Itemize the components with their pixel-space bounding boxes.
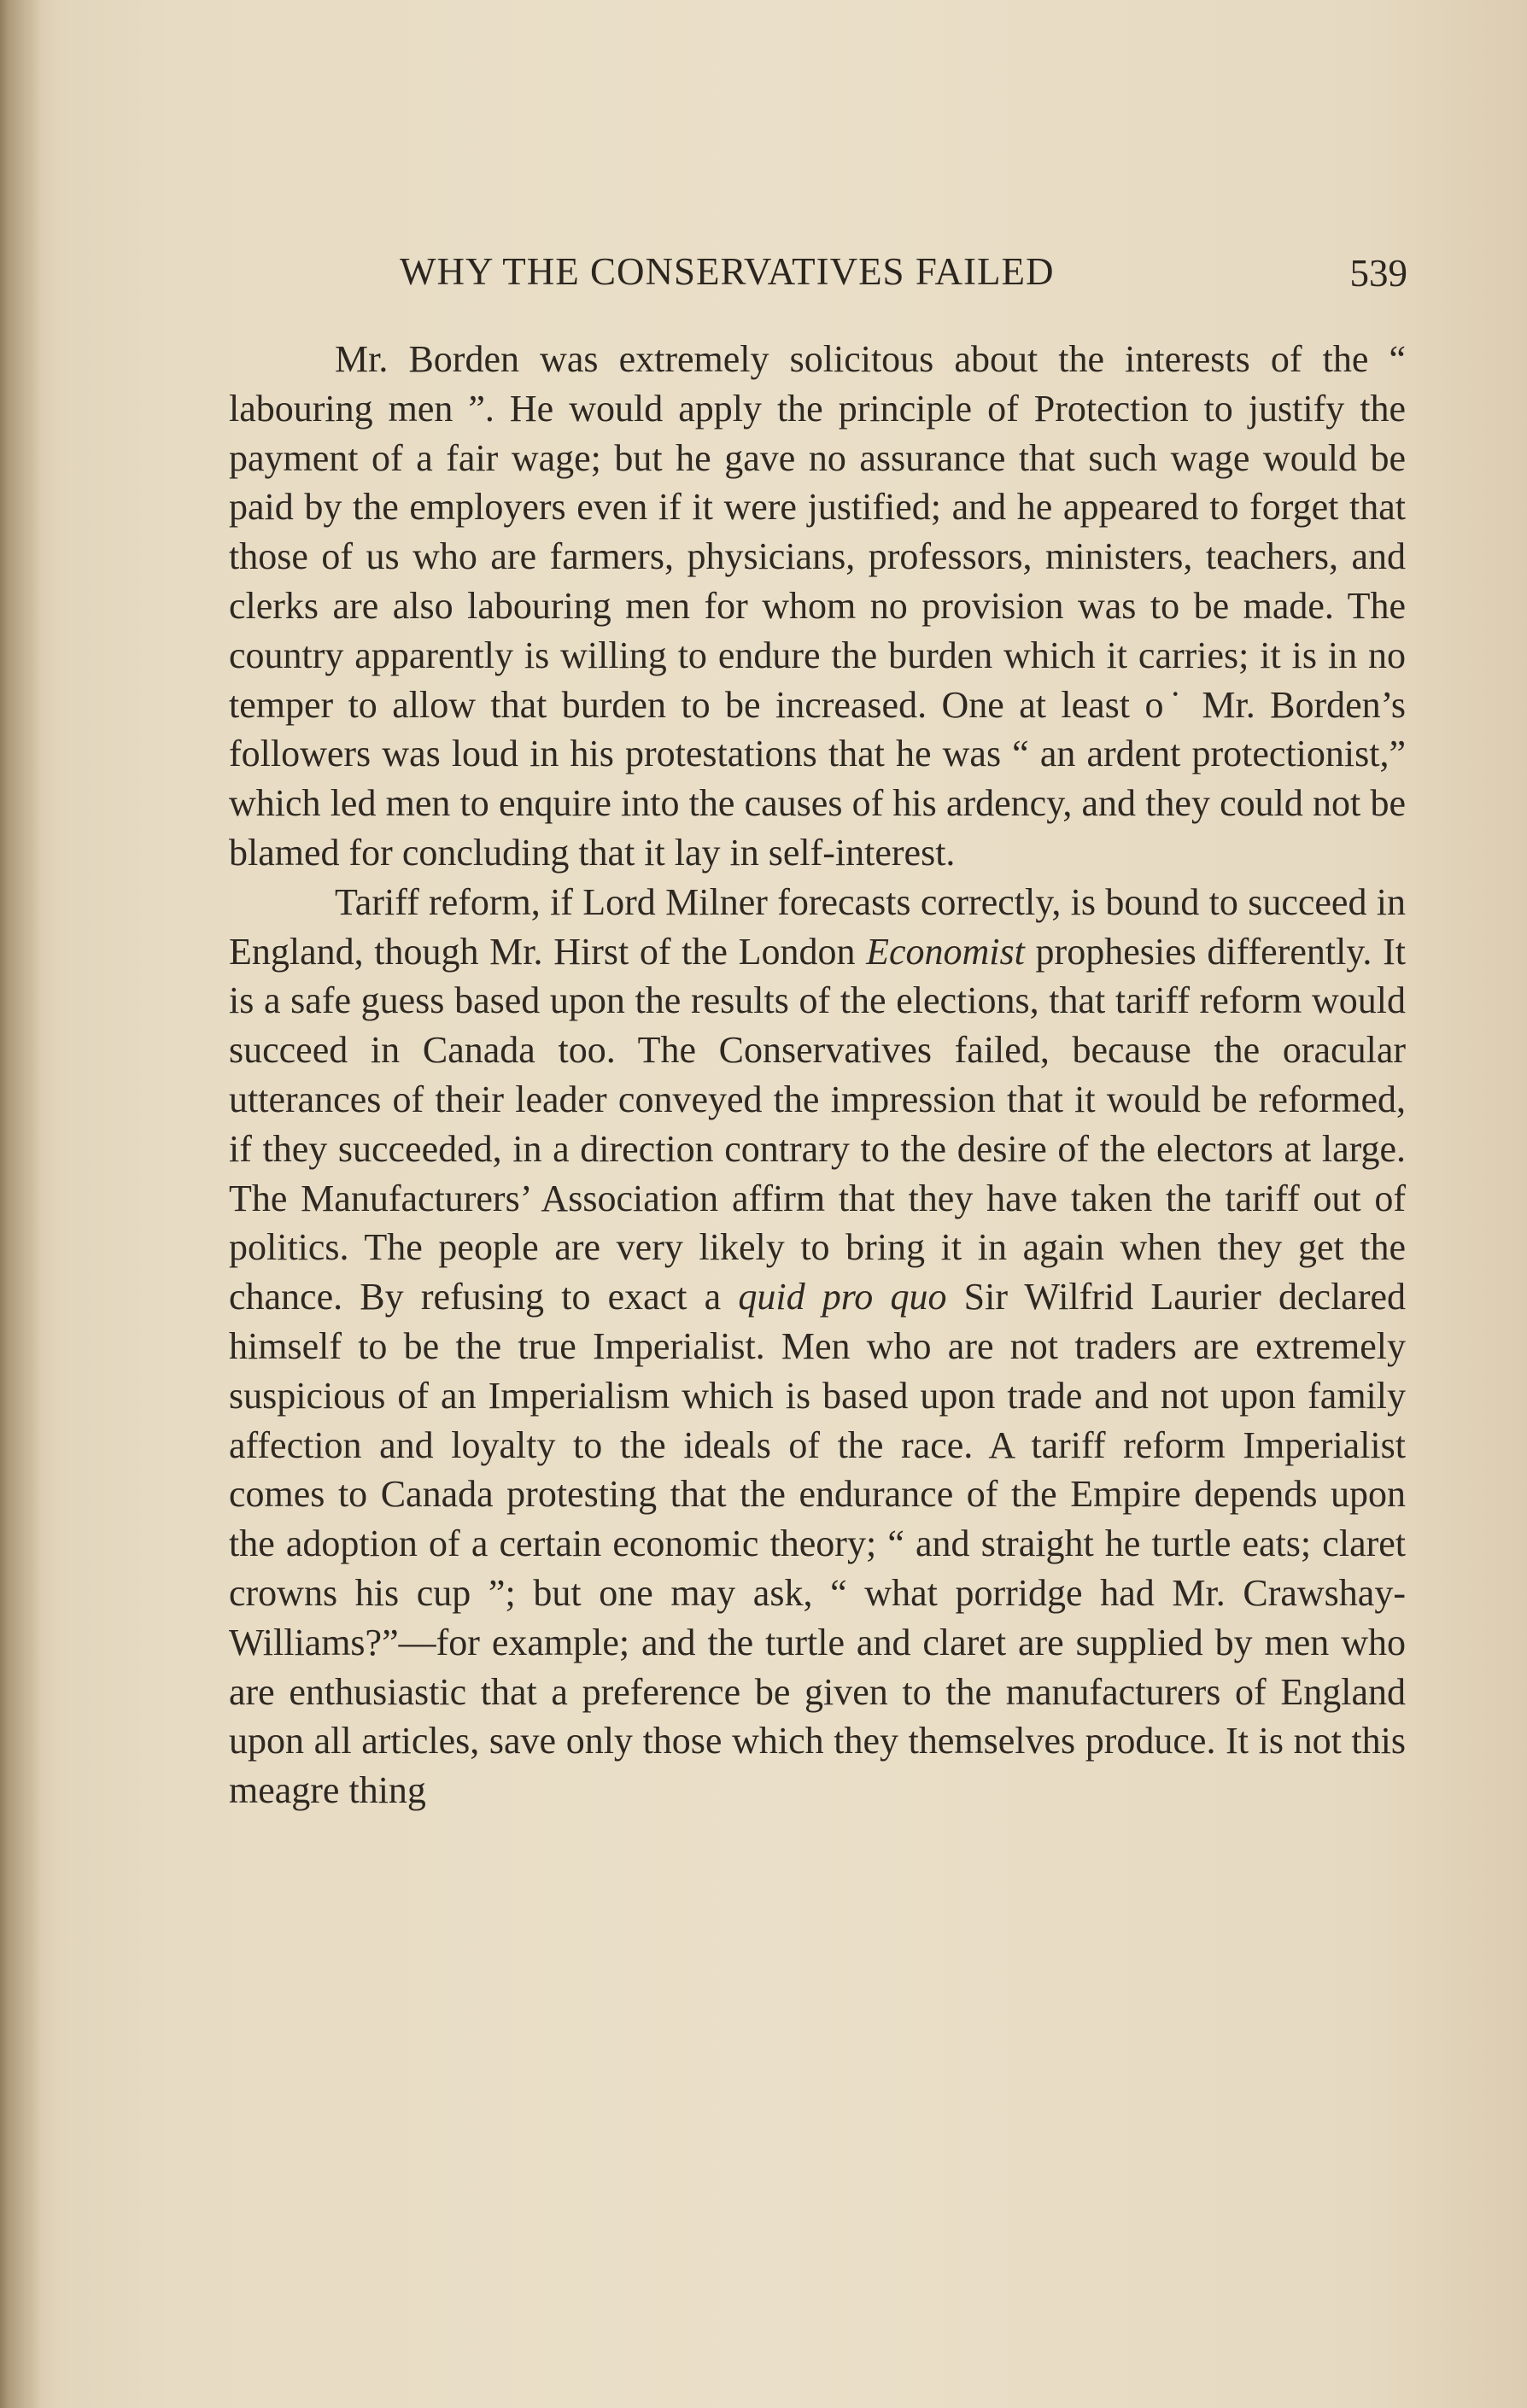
text-segment: Mr. Borden was extremely solicitous about the interests of the “ labouring men ”. He would apply the principle of Protection to justify the payment of a fair wage; but he gave no assurance that such wage would be paid by the employers even if it were justified; and he appeared to forget that those of us who are farmers, physicians, professors, ministers, teachers, and clerks are also labouring men for whom no provision was to be made. The country apparently is willing to endure the burden which it carries; it is in no temper to allow that burden to be increased. One at least o˙ Mr. Borden’s followers was loud in his protestations that he was “ an ardent protectionist,” which led men to enquire into the causes of his ardency, and they could not be blamed for concluding that it lay in self-interest. [229,338,1406,874]
running-head-title: WHY THE CONSERVATIVES FAILED [400,250,1055,293]
page-number: 539 [1349,252,1407,295]
italic-title-economist: Economist [866,930,1025,973]
running-head [400,249,1407,309]
paragraph-2 [229,878,1406,1815]
text-segment: Sir Wilfrid Laurier declared himself to be the true Imperialist. Men who are not traders are extremely suspicious of an Imperialism which is based upon trade and not upon family affection and loyalty to the ideals of the race. A tariff reform Imperialist comes to Canada protesting that the endurance of the Empire depends upon the adoption of a certain economic theory; “ and straight he turtle eats; claret crowns his cup ”; but one may ask, “ what porridge had Mr. Crawshay-Williams?”—for example; and the turtle and claret are supplied by men who are enthusiastic that a preference be given to the manufacturers of England upon all articles, save only those which they themselves produce. It is not this meagre thing [229,1276,1407,1812]
binding-gutter [0,0,41,2408]
paragraph-1 [229,335,1406,878]
body-text [229,335,1406,1815]
italic-quid-pro-quo: quid pro quo [738,1276,947,1318]
text-segment: prophesies differently. It is a safe guess based upon the results of the elections, that tariff reform would succeed in Canada too. The Conservatives failed, because the oracular utterances of their leader conveyed the impression that it would be reformed, if they succeeded, in a direction contrary to the desire of the electors at large. The Manufacturers’ Association affirm that they have taken the tariff out of politics. The people are very likely to bring it in again when they get the chance. By refusing to exact a [229,930,1406,1318]
text-segment: Tariff reform, if Lord Milner forecasts correctly, is bound to succeed in England, though Mr. Hirst of the London [229,880,1406,973]
